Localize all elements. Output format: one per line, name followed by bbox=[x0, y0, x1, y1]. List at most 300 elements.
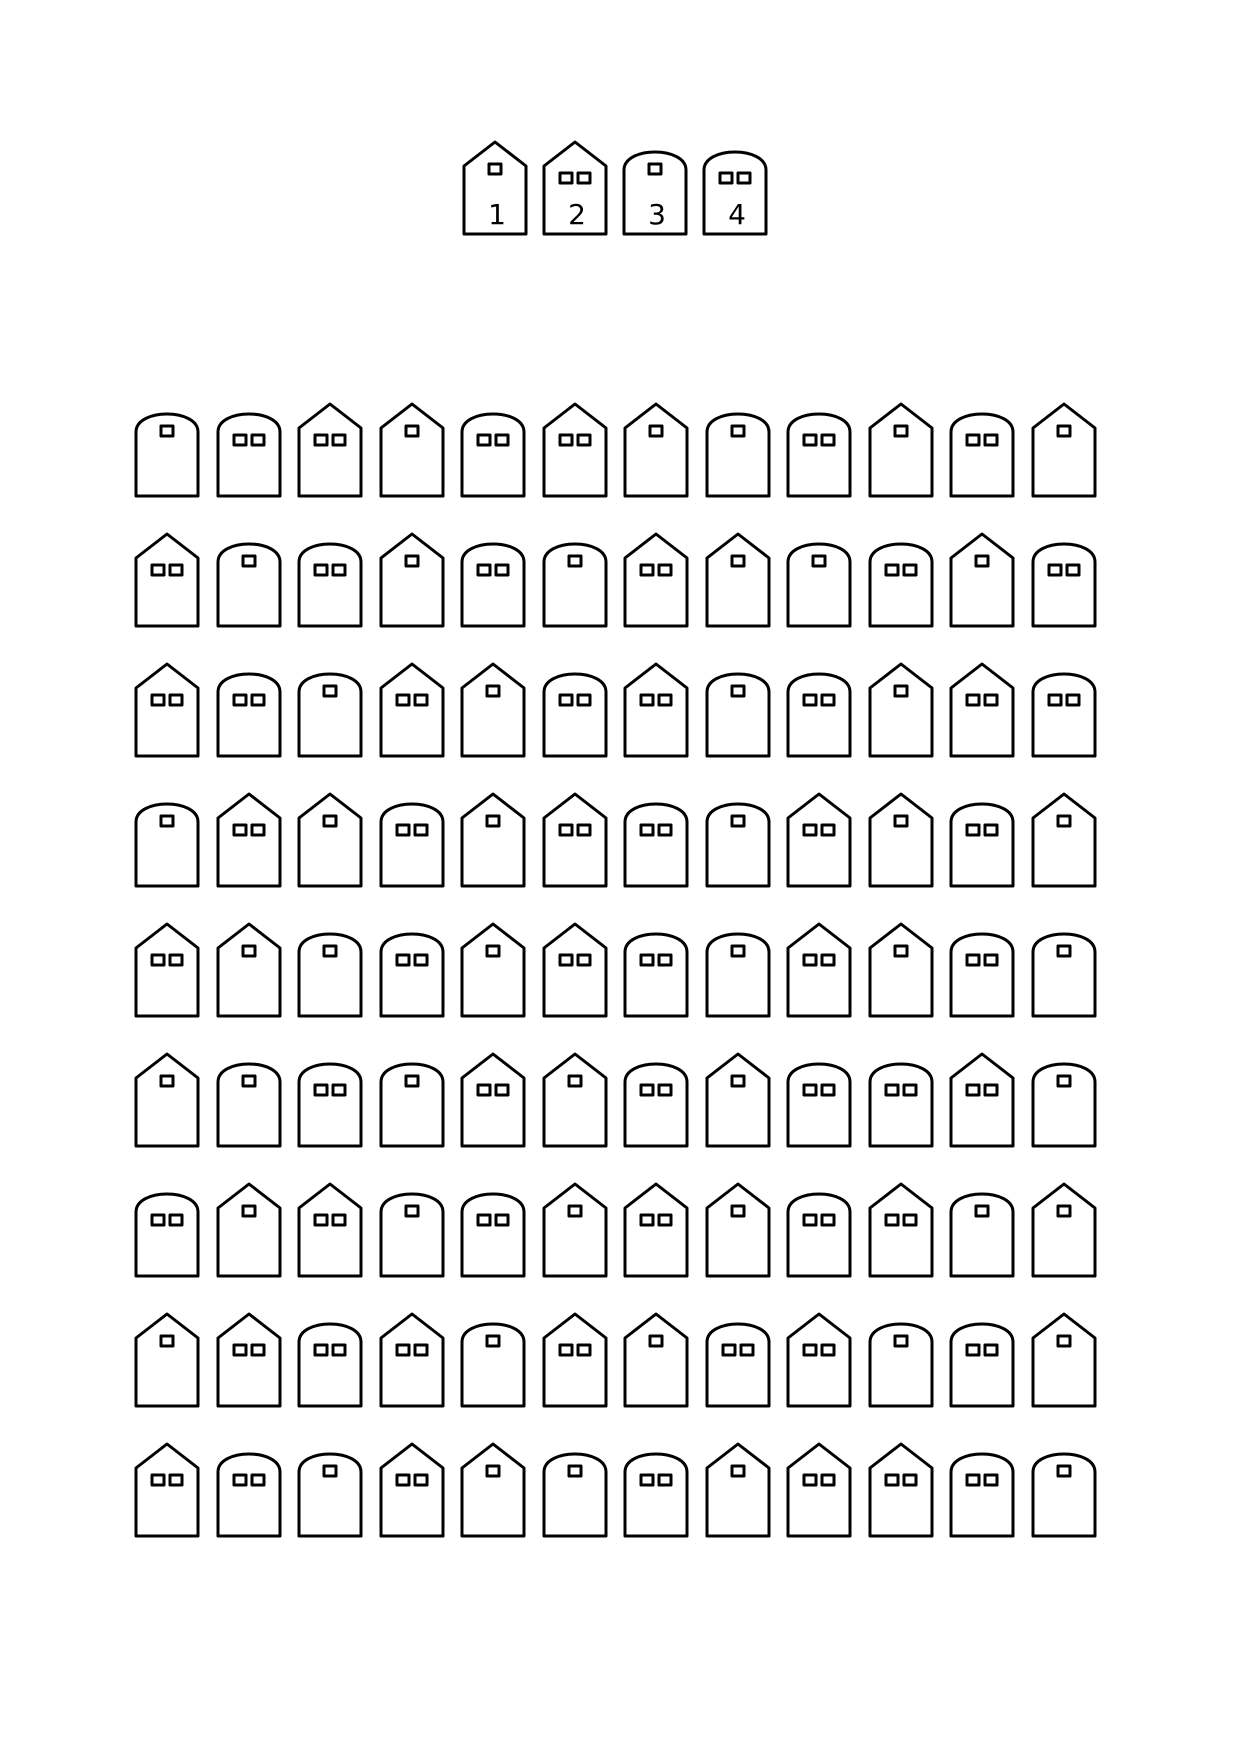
house-outline bbox=[788, 1444, 850, 1536]
house-window bbox=[152, 1215, 164, 1225]
house-outline bbox=[136, 534, 198, 626]
house-outline bbox=[707, 1324, 769, 1406]
key-house-4 bbox=[702, 140, 768, 236]
house-outline bbox=[381, 1314, 443, 1406]
grid-house bbox=[379, 662, 445, 758]
house-window bbox=[650, 426, 662, 436]
house-outline bbox=[625, 1314, 687, 1406]
grid-house bbox=[297, 1442, 363, 1538]
house-outline bbox=[625, 404, 687, 496]
house-outline bbox=[870, 794, 932, 886]
house-window bbox=[985, 1085, 997, 1095]
house-window bbox=[904, 1475, 916, 1485]
house-window bbox=[732, 556, 744, 566]
grid-house bbox=[460, 792, 526, 888]
house-window bbox=[1058, 1336, 1070, 1346]
house-window bbox=[496, 1215, 508, 1225]
grid-house bbox=[379, 792, 445, 888]
grid-house bbox=[379, 1312, 445, 1408]
house-type-number: 3 bbox=[648, 198, 666, 231]
grid-house bbox=[705, 1442, 771, 1538]
grid-house bbox=[786, 1052, 852, 1148]
house-window bbox=[967, 695, 979, 705]
house-window bbox=[723, 1345, 735, 1355]
grid-house bbox=[216, 1312, 282, 1408]
grid-house bbox=[542, 922, 608, 1018]
house-window bbox=[333, 1085, 345, 1095]
house-outline bbox=[136, 1314, 198, 1406]
house-window bbox=[397, 825, 409, 835]
house-window bbox=[243, 946, 255, 956]
house-outline bbox=[462, 664, 524, 756]
grid-house bbox=[542, 402, 608, 498]
grid-house bbox=[216, 1052, 282, 1148]
house-window bbox=[578, 173, 590, 183]
house-outline bbox=[1033, 404, 1095, 496]
house-outline bbox=[381, 934, 443, 1016]
house-window bbox=[641, 1475, 653, 1485]
house-window bbox=[152, 955, 164, 965]
house-outline bbox=[870, 404, 932, 496]
house-outline bbox=[136, 1444, 198, 1536]
house-window bbox=[659, 1475, 671, 1485]
house-window bbox=[886, 1085, 898, 1095]
house-window bbox=[333, 1215, 345, 1225]
house-outline bbox=[870, 1064, 932, 1146]
house-window bbox=[315, 435, 327, 445]
house-window bbox=[161, 1076, 173, 1086]
grid-house bbox=[868, 1312, 934, 1408]
house-window bbox=[804, 825, 816, 835]
house-window bbox=[967, 1085, 979, 1095]
grid-house bbox=[542, 1442, 608, 1538]
house-outline bbox=[870, 664, 932, 756]
house-window bbox=[1058, 1466, 1070, 1476]
house-window bbox=[1049, 695, 1061, 705]
house-window bbox=[659, 1215, 671, 1225]
grid-house bbox=[705, 1182, 771, 1278]
grid-house bbox=[786, 1312, 852, 1408]
house-window bbox=[1058, 426, 1070, 436]
house-window bbox=[324, 946, 336, 956]
grid-house bbox=[868, 922, 934, 1018]
grid-house bbox=[134, 1312, 200, 1408]
grid-house bbox=[949, 1312, 1015, 1408]
house-grid bbox=[0, 390, 1240, 1570]
house-window bbox=[904, 1085, 916, 1095]
house-window bbox=[152, 1475, 164, 1485]
grid-house bbox=[134, 922, 200, 1018]
house-window bbox=[659, 695, 671, 705]
house-outline bbox=[136, 1054, 198, 1146]
grid-house bbox=[949, 1052, 1015, 1148]
house-window bbox=[406, 426, 418, 436]
house-outline bbox=[381, 804, 443, 886]
grid-house bbox=[216, 1182, 282, 1278]
grid-house bbox=[623, 1182, 689, 1278]
house-window bbox=[560, 955, 572, 965]
grid-house bbox=[623, 662, 689, 758]
house-outline bbox=[951, 934, 1013, 1016]
house-window bbox=[569, 1466, 581, 1476]
house-outline bbox=[788, 414, 850, 496]
house-window bbox=[170, 1475, 182, 1485]
house-window bbox=[904, 565, 916, 575]
grid-house bbox=[297, 532, 363, 628]
house-outline bbox=[544, 1314, 606, 1406]
grid-house bbox=[216, 662, 282, 758]
grid-house bbox=[460, 1312, 526, 1408]
grid-house bbox=[134, 1182, 200, 1278]
house-window bbox=[161, 1336, 173, 1346]
house-outline bbox=[870, 1444, 932, 1536]
house-window bbox=[243, 556, 255, 566]
grid-house bbox=[705, 662, 771, 758]
house-outline bbox=[788, 924, 850, 1016]
house-window bbox=[985, 1475, 997, 1485]
house-window bbox=[822, 435, 834, 445]
grid-house bbox=[134, 662, 200, 758]
grid-house bbox=[868, 402, 934, 498]
house-type-number: 4 bbox=[728, 198, 746, 231]
grid-house bbox=[134, 402, 200, 498]
house-window bbox=[478, 435, 490, 445]
house-outline bbox=[1033, 1184, 1095, 1276]
grid-house bbox=[297, 402, 363, 498]
house-outline bbox=[462, 544, 524, 626]
grid-house bbox=[1031, 1312, 1097, 1408]
house-window bbox=[804, 435, 816, 445]
house-window bbox=[732, 946, 744, 956]
house-window bbox=[904, 1215, 916, 1225]
house-window bbox=[641, 825, 653, 835]
house-outline bbox=[951, 1054, 1013, 1146]
house-outline bbox=[1033, 1314, 1095, 1406]
house-window bbox=[813, 556, 825, 566]
house-window bbox=[333, 1345, 345, 1355]
house-window bbox=[822, 955, 834, 965]
grid-house bbox=[134, 792, 200, 888]
grid-house bbox=[949, 532, 1015, 628]
grid-house bbox=[216, 792, 282, 888]
house-outline bbox=[218, 414, 280, 496]
house-window bbox=[895, 1336, 907, 1346]
grid-house bbox=[297, 662, 363, 758]
house-window bbox=[1058, 946, 1070, 956]
house-outline bbox=[788, 794, 850, 886]
house-outline bbox=[625, 1454, 687, 1536]
grid-house bbox=[297, 792, 363, 888]
house-outline bbox=[544, 404, 606, 496]
grid-house bbox=[623, 1312, 689, 1408]
house-window bbox=[496, 1085, 508, 1095]
grid-house bbox=[542, 532, 608, 628]
house-outline bbox=[381, 1444, 443, 1536]
grid-house bbox=[868, 1052, 934, 1148]
grid-house bbox=[542, 1312, 608, 1408]
house-outline bbox=[218, 924, 280, 1016]
house-window bbox=[822, 825, 834, 835]
grid-house bbox=[868, 792, 934, 888]
house-window bbox=[1058, 1076, 1070, 1086]
house-outline bbox=[951, 804, 1013, 886]
house-window bbox=[732, 816, 744, 826]
house-window bbox=[315, 1345, 327, 1355]
house-window bbox=[478, 1215, 490, 1225]
grid-house bbox=[949, 402, 1015, 498]
grid-house bbox=[705, 532, 771, 628]
house-outline bbox=[136, 924, 198, 1016]
house-window bbox=[641, 955, 653, 965]
house-window bbox=[397, 695, 409, 705]
house-outline bbox=[299, 1324, 361, 1406]
grid-house bbox=[134, 1052, 200, 1148]
house-outline bbox=[381, 404, 443, 496]
house-window bbox=[659, 825, 671, 835]
house-window bbox=[487, 1336, 499, 1346]
house-window bbox=[976, 1206, 988, 1216]
grid-house bbox=[460, 1442, 526, 1538]
grid-house bbox=[460, 402, 526, 498]
house-window bbox=[406, 556, 418, 566]
house-window bbox=[886, 1475, 898, 1485]
house-window bbox=[560, 1345, 572, 1355]
house-outline bbox=[136, 664, 198, 756]
house-window bbox=[315, 565, 327, 575]
grid-house bbox=[1031, 922, 1097, 1018]
house-outline bbox=[788, 1314, 850, 1406]
house-window bbox=[252, 825, 264, 835]
grid-house bbox=[1031, 1442, 1097, 1538]
house-outline bbox=[951, 1454, 1013, 1536]
grid-house bbox=[786, 532, 852, 628]
grid-house bbox=[1031, 402, 1097, 498]
key-house-3 bbox=[622, 140, 688, 236]
house-window bbox=[804, 1345, 816, 1355]
house-window bbox=[415, 955, 427, 965]
house-window bbox=[732, 426, 744, 436]
grid-house bbox=[949, 792, 1015, 888]
house-window bbox=[315, 1215, 327, 1225]
house-window bbox=[397, 1345, 409, 1355]
grid-house bbox=[786, 402, 852, 498]
grid-house bbox=[379, 922, 445, 1018]
house-window bbox=[415, 1345, 427, 1355]
grid-house bbox=[379, 402, 445, 498]
grid-house bbox=[297, 1052, 363, 1148]
house-window bbox=[741, 1345, 753, 1355]
house-outline bbox=[788, 674, 850, 756]
house-window bbox=[415, 825, 427, 835]
house-window bbox=[641, 1215, 653, 1225]
grid-house bbox=[1031, 1182, 1097, 1278]
house-window bbox=[578, 825, 590, 835]
grid-house bbox=[216, 402, 282, 498]
grid-house bbox=[460, 922, 526, 1018]
grid-house bbox=[460, 532, 526, 628]
house-window bbox=[578, 695, 590, 705]
grid-house bbox=[786, 1442, 852, 1538]
grid-house bbox=[379, 1182, 445, 1278]
house-window bbox=[170, 955, 182, 965]
grid-house bbox=[949, 922, 1015, 1018]
house-outline bbox=[218, 1314, 280, 1406]
house-window bbox=[1067, 565, 1079, 575]
house-window bbox=[560, 825, 572, 835]
grid-house bbox=[460, 1052, 526, 1148]
house-window bbox=[886, 565, 898, 575]
grid-house bbox=[1031, 532, 1097, 628]
house-window bbox=[252, 1345, 264, 1355]
house-window bbox=[641, 565, 653, 575]
house-window bbox=[234, 1475, 246, 1485]
house-outline bbox=[951, 414, 1013, 496]
house-outline bbox=[625, 804, 687, 886]
house-window bbox=[324, 686, 336, 696]
house-window bbox=[895, 816, 907, 826]
house-window bbox=[886, 1215, 898, 1225]
house-window bbox=[659, 955, 671, 965]
house-window bbox=[161, 426, 173, 436]
house-window bbox=[967, 1475, 979, 1485]
house-window bbox=[732, 686, 744, 696]
house-outline bbox=[218, 674, 280, 756]
house-window bbox=[234, 435, 246, 445]
house-window bbox=[1049, 565, 1061, 575]
grid-house bbox=[1031, 792, 1097, 888]
grid-house bbox=[868, 532, 934, 628]
grid-house bbox=[868, 1442, 934, 1538]
house-outline bbox=[951, 534, 1013, 626]
house-window bbox=[315, 1085, 327, 1095]
grid-house bbox=[623, 922, 689, 1018]
house-window bbox=[1058, 1206, 1070, 1216]
house-window bbox=[234, 695, 246, 705]
grid-house bbox=[297, 1182, 363, 1278]
house-outline bbox=[707, 1184, 769, 1276]
house-outline bbox=[462, 1444, 524, 1536]
house-window bbox=[252, 435, 264, 445]
house-outline bbox=[870, 1184, 932, 1276]
house-window bbox=[489, 164, 501, 174]
house-outline bbox=[1033, 544, 1095, 626]
house-outline bbox=[218, 794, 280, 886]
house-outline bbox=[381, 664, 443, 756]
house-window bbox=[659, 565, 671, 575]
grid-house bbox=[623, 1052, 689, 1148]
house-outline bbox=[870, 544, 932, 626]
house-window bbox=[659, 1085, 671, 1095]
house-window bbox=[1067, 695, 1079, 705]
house-window bbox=[234, 825, 246, 835]
house-window bbox=[252, 1475, 264, 1485]
house-window bbox=[243, 1076, 255, 1086]
house-window bbox=[415, 695, 427, 705]
grid-house bbox=[216, 922, 282, 1018]
house-window bbox=[732, 1206, 744, 1216]
house-window bbox=[985, 435, 997, 445]
house-window bbox=[1058, 816, 1070, 826]
house-window bbox=[822, 695, 834, 705]
house-window bbox=[333, 435, 345, 445]
house-window bbox=[895, 946, 907, 956]
grid-house bbox=[1031, 1052, 1097, 1148]
house-outline bbox=[707, 1444, 769, 1536]
house-outline bbox=[462, 1054, 524, 1146]
house-window bbox=[397, 1475, 409, 1485]
grid-house bbox=[949, 1442, 1015, 1538]
house-window bbox=[560, 173, 572, 183]
grid-house bbox=[379, 1442, 445, 1538]
house-window bbox=[822, 1345, 834, 1355]
grid-house bbox=[786, 1182, 852, 1278]
house-outline bbox=[951, 664, 1013, 756]
grid-house bbox=[216, 532, 282, 628]
house-type-number: 2 bbox=[568, 198, 586, 231]
grid-house bbox=[623, 1442, 689, 1538]
house-type-number: 1 bbox=[488, 198, 506, 231]
house-window bbox=[578, 1345, 590, 1355]
grid-house bbox=[705, 1312, 771, 1408]
house-outline bbox=[544, 1054, 606, 1146]
grid-house bbox=[705, 402, 771, 498]
house-window bbox=[985, 695, 997, 705]
house-window bbox=[569, 1206, 581, 1216]
house-outline bbox=[788, 1064, 850, 1146]
house-window bbox=[985, 825, 997, 835]
house-window bbox=[822, 1215, 834, 1225]
house-outline bbox=[462, 1194, 524, 1276]
key-house-2 bbox=[542, 140, 608, 236]
house-outline bbox=[299, 1184, 361, 1276]
grid-house bbox=[542, 1182, 608, 1278]
house-window bbox=[478, 1085, 490, 1095]
grid-house bbox=[134, 532, 200, 628]
house-window bbox=[578, 435, 590, 445]
house-window bbox=[243, 1206, 255, 1216]
grid-house bbox=[623, 792, 689, 888]
grid-house bbox=[542, 1052, 608, 1148]
house-outline bbox=[544, 674, 606, 756]
grid-house bbox=[297, 922, 363, 1018]
house-type-key bbox=[0, 0, 1240, 260]
house-outline bbox=[625, 534, 687, 626]
house-window bbox=[170, 1215, 182, 1225]
house-window bbox=[496, 435, 508, 445]
house-window bbox=[822, 1475, 834, 1485]
grid-house bbox=[542, 662, 608, 758]
house-outline bbox=[218, 1454, 280, 1536]
house-outline bbox=[381, 534, 443, 626]
house-window bbox=[152, 695, 164, 705]
house-outline bbox=[544, 1184, 606, 1276]
grid-house bbox=[134, 1442, 200, 1538]
house-window bbox=[641, 695, 653, 705]
house-window bbox=[895, 426, 907, 436]
house-outline bbox=[625, 1184, 687, 1276]
house-window bbox=[324, 816, 336, 826]
house-outline bbox=[1033, 674, 1095, 756]
house-outline bbox=[462, 794, 524, 886]
house-window bbox=[406, 1076, 418, 1086]
grid-house bbox=[460, 1182, 526, 1278]
grid-house bbox=[949, 662, 1015, 758]
house-window bbox=[170, 565, 182, 575]
grid-house bbox=[623, 402, 689, 498]
house-outline bbox=[218, 1184, 280, 1276]
house-window bbox=[641, 1085, 653, 1095]
key-house-1 bbox=[462, 140, 528, 236]
